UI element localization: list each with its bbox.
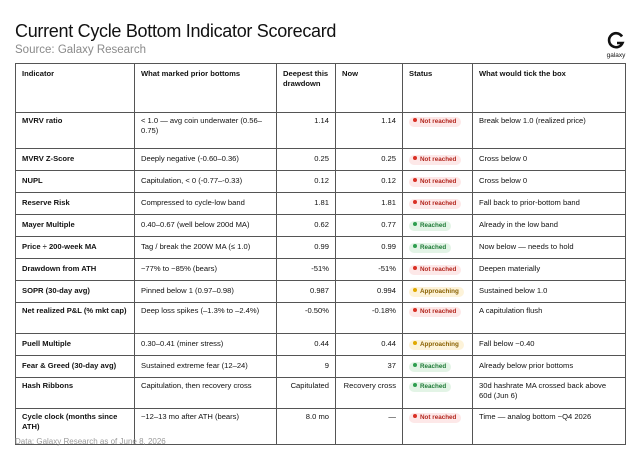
indicator-cell: Reserve Risk	[16, 193, 135, 215]
deepest-cell: 1.81	[277, 193, 336, 215]
tick-cell: Break below 1.0 (realized price)	[473, 113, 626, 149]
indicator-cell: Net realized P&L (% mkt cap)	[16, 303, 135, 334]
tick-cell: Deepen materially	[473, 259, 626, 281]
indicator-cell: Drawdown from ATH	[16, 259, 135, 281]
brand-logo	[603, 30, 629, 59]
status-label: Not reached	[420, 308, 457, 315]
now-cell: 1.14	[336, 113, 403, 149]
table-row	[16, 334, 626, 356]
now-cell: -51%	[336, 259, 403, 281]
now-cell: 0.994	[336, 281, 403, 303]
scorecard-table	[15, 63, 626, 445]
status-cell	[403, 334, 473, 356]
page-title: Current Cycle Bottom Indicator Scorecard	[15, 21, 337, 41]
col-header-prior: What marked prior bottoms	[135, 64, 277, 113]
status-cell	[403, 259, 473, 281]
table-header-row	[16, 64, 626, 113]
tick-cell: Already below prior bottoms	[473, 356, 626, 378]
tick-cell: 30d hashrate MA crossed back above 60d (Jun 6)	[473, 378, 626, 409]
indicator-cell: Cycle clock (months since ATH)	[16, 409, 135, 445]
status-badge	[409, 117, 461, 127]
status-label: Reached	[420, 383, 447, 390]
status-badge	[409, 413, 461, 423]
status-cell	[403, 193, 473, 215]
prior-cell: Sustained extreme fear (12–24)	[135, 356, 277, 378]
prior-cell: Deep loss spikes (–1.3% to –2.4%)	[135, 303, 277, 334]
indicator-cell: Fear & Greed (30-day avg)	[16, 356, 135, 378]
logo-text: galaxy	[606, 52, 626, 59]
status-label: Not reached	[420, 178, 457, 185]
now-cell: Recovery cross	[336, 378, 403, 409]
status-cell	[403, 171, 473, 193]
col-header-tick: What would tick the box	[473, 64, 626, 113]
status-label: Reached	[420, 222, 447, 229]
tick-cell: A capitulation flush	[473, 303, 626, 334]
tick-cell: Sustained below 1.0	[473, 281, 626, 303]
status-dot-icon	[413, 341, 417, 345]
status-dot-icon	[413, 200, 417, 204]
tick-cell: Cross below 0	[473, 149, 626, 171]
prior-cell: < 1.0 — avg coin underwater (0.56–0.75)	[135, 113, 277, 149]
now-cell: 0.99	[336, 237, 403, 259]
status-label: Not reached	[420, 414, 457, 421]
status-label: Not reached	[420, 200, 457, 207]
prior-cell: 0.30–0.41 (miner stress)	[135, 334, 277, 356]
status-cell	[403, 281, 473, 303]
table-row	[16, 378, 626, 409]
status-cell	[403, 215, 473, 237]
tick-cell: Cross below 0	[473, 171, 626, 193]
now-cell: 0.44	[336, 334, 403, 356]
status-badge	[409, 243, 451, 253]
col-header-now: Now	[336, 64, 403, 113]
status-cell	[403, 356, 473, 378]
status-dot-icon	[413, 118, 417, 122]
now-cell: 1.81	[336, 193, 403, 215]
deepest-cell: -51%	[277, 259, 336, 281]
table-row	[16, 237, 626, 259]
page-subtitle: Source: Galaxy Research	[15, 44, 147, 56]
deepest-cell: 0.99	[277, 237, 336, 259]
status-dot-icon	[413, 244, 417, 248]
status-dot-icon	[413, 178, 417, 182]
table-row	[16, 259, 626, 281]
indicator-cell: Price ÷ 200-week MA	[16, 237, 135, 259]
deepest-cell: 9	[277, 356, 336, 378]
status-label: Approaching	[420, 288, 459, 295]
status-badge	[409, 307, 461, 317]
footer-note: Data: Galaxy Research as of June 8, 2026	[15, 437, 166, 446]
status-badge	[409, 155, 461, 165]
status-dot-icon	[413, 308, 417, 312]
status-cell	[403, 303, 473, 334]
table-row	[16, 149, 626, 171]
indicator-cell: MVRV ratio	[16, 113, 135, 149]
status-badge	[409, 362, 451, 372]
tick-cell: Fall back to prior-bottom band	[473, 193, 626, 215]
tick-cell: Now below — needs to hold	[473, 237, 626, 259]
col-header-deepest: Deepest this drawdown	[277, 64, 336, 113]
deepest-cell: -0.50%	[277, 303, 336, 334]
deepest-cell: 0.987	[277, 281, 336, 303]
indicator-cell: MVRV Z-Score	[16, 149, 135, 171]
table-row	[16, 356, 626, 378]
now-cell: -0.18%	[336, 303, 403, 334]
status-label: Not reached	[420, 266, 457, 273]
status-badge	[409, 287, 464, 297]
prior-cell: Compressed to cycle-low band	[135, 193, 277, 215]
status-badge	[409, 177, 461, 187]
status-cell	[403, 149, 473, 171]
status-dot-icon	[413, 288, 417, 292]
col-header-status: Status	[403, 64, 473, 113]
galaxy-logo-icon	[606, 30, 626, 50]
status-dot-icon	[413, 363, 417, 367]
now-cell: —	[336, 409, 403, 445]
status-dot-icon	[413, 266, 417, 270]
prior-cell: Pinned below 1 (0.97–0.98)	[135, 281, 277, 303]
deepest-cell: 0.62	[277, 215, 336, 237]
table-row	[16, 281, 626, 303]
prior-cell: −77% to −85% (bears)	[135, 259, 277, 281]
prior-cell: Capitulation, then recovery cross	[135, 378, 277, 409]
indicator-cell: Puell Multiple	[16, 334, 135, 356]
status-cell	[403, 113, 473, 149]
indicator-cell: Hash Ribbons	[16, 378, 135, 409]
indicator-cell: Mayer Multiple	[16, 215, 135, 237]
deepest-cell: Capitulated	[277, 378, 336, 409]
deepest-cell: 0.25	[277, 149, 336, 171]
status-label: Reached	[420, 363, 447, 370]
status-label: Not reached	[420, 118, 457, 125]
status-cell	[403, 378, 473, 409]
status-dot-icon	[413, 156, 417, 160]
tick-cell: Already in the low band	[473, 215, 626, 237]
prior-cell: ~12–13 mo after ATH (bears)	[135, 409, 277, 445]
deepest-cell: 1.14	[277, 113, 336, 149]
prior-cell: 0.40–0.67 (well below 200d MA)	[135, 215, 277, 237]
deepest-cell: 0.44	[277, 334, 336, 356]
indicator-cell: NUPL	[16, 171, 135, 193]
status-badge	[409, 265, 461, 275]
status-label: Approaching	[420, 341, 459, 348]
table-row	[16, 303, 626, 334]
status-label: Not reached	[420, 156, 457, 163]
prior-cell: Deeply negative (-0.60–0.36)	[135, 149, 277, 171]
status-badge	[409, 199, 461, 209]
now-cell: 0.25	[336, 149, 403, 171]
indicator-cell: SOPR (30-day avg)	[16, 281, 135, 303]
status-dot-icon	[413, 383, 417, 387]
status-dot-icon	[413, 414, 417, 418]
status-badge	[409, 221, 451, 231]
now-cell: 37	[336, 356, 403, 378]
status-cell	[403, 409, 473, 445]
table-row	[16, 193, 626, 215]
prior-cell: Tag / break the 200W MA (≤ 1.0)	[135, 237, 277, 259]
now-cell: 0.12	[336, 171, 403, 193]
deepest-cell: 0.12	[277, 171, 336, 193]
prior-cell: Capitulation, < 0 (-0.77–-0.33)	[135, 171, 277, 193]
table-row	[16, 171, 626, 193]
status-badge	[409, 340, 464, 350]
status-label: Reached	[420, 244, 447, 251]
status-cell	[403, 237, 473, 259]
status-dot-icon	[413, 222, 417, 226]
table-row	[16, 215, 626, 237]
col-header-indicator: Indicator	[16, 64, 135, 113]
tick-cell: Fall below ~0.40	[473, 334, 626, 356]
now-cell: 0.77	[336, 215, 403, 237]
deepest-cell: 8.0 mo	[277, 409, 336, 445]
table-row	[16, 113, 626, 149]
tick-cell: Time — analog bottom ~Q4 2026	[473, 409, 626, 445]
status-badge	[409, 382, 451, 392]
